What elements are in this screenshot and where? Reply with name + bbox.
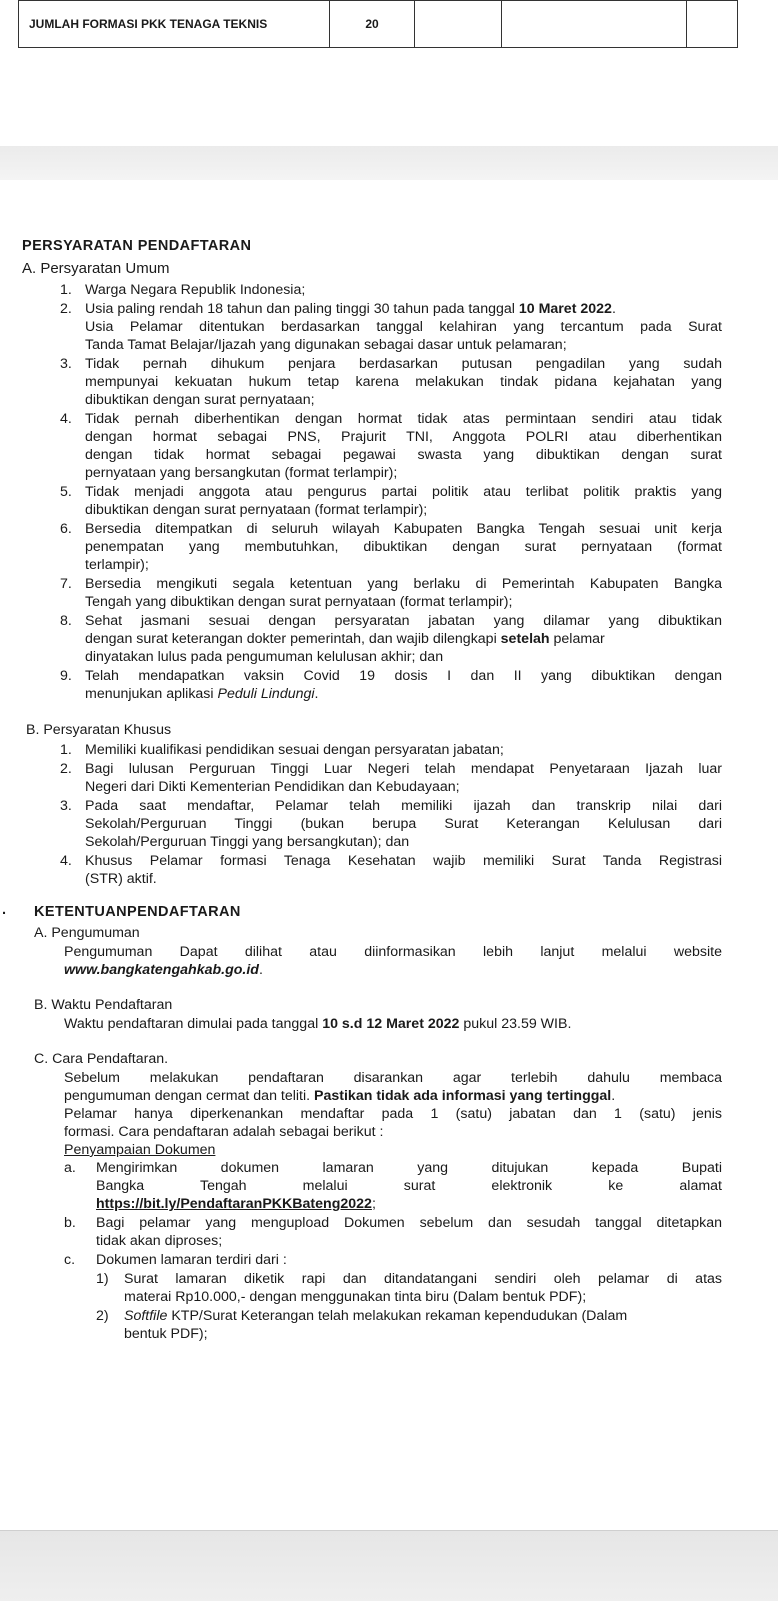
list-line: Sekolah/Perguruan Tinggi yang bersangkutan); dan <box>85 834 410 850</box>
page-bottom <box>0 1530 778 1601</box>
list-number: 7. <box>60 576 72 592</box>
sub-line: bentuk PDF); <box>124 1326 208 1342</box>
list-line: dibuktikan dengan surat pernyataan; <box>85 392 315 408</box>
list-item: Khusus Pelamar formasi Tenaga Kesehatan wajib memiliki Surat Tanda Registrasi <box>85 853 722 869</box>
list-number: 6. <box>60 521 72 537</box>
emphasis: Pastikan tidak ada informasi yang tertinggal <box>314 1088 612 1104</box>
list-line <box>96 1196 376 1214</box>
subsection-khusus: B. Persyaratan Khusus <box>26 722 172 738</box>
text-span: Waktu pendaftaran dimulai pada tanggal <box>64 1016 323 1032</box>
list-number: 2. <box>60 301 72 317</box>
section-title-ketentuan: KETENTUANPENDAFTARAN <box>34 904 241 920</box>
sub-number: 1) <box>96 1271 109 1287</box>
list-number: 5. <box>60 484 72 500</box>
text-span: KTP/Surat Keterangan telah melakukan rekaman kependudukan (Dalam <box>167 1308 628 1324</box>
waktu-text <box>64 1016 571 1034</box>
list-line: terlampir); <box>85 557 149 573</box>
list-item: Pada saat mendaftar, Pelamar telah memiliki ijazah dan transkrip nilai dari <box>85 798 722 814</box>
list-line: pernyataan yang bersangkutan (format terlampir); <box>85 465 398 481</box>
list-line: Sekolah/Perguruan Tinggi (bukan berupa Surat Keterangan Kelulusan dari <box>85 816 722 832</box>
list-number: 9. <box>60 668 72 684</box>
table-empty-cell <box>502 1 687 48</box>
list-number: 1. <box>60 742 72 758</box>
cara-line <box>64 1088 615 1106</box>
list-line: Tengah yang dibuktikan dengan surat pernyataan (format terlampir); <box>85 594 513 610</box>
list-number: 8. <box>60 613 72 629</box>
date-emphasis: 10 s.d 12 Maret 2022 <box>322 1016 460 1032</box>
table-label-cell: JUMLAH FORMASI PKK TENAGA TEKNIS <box>19 1 330 48</box>
list-number: 1. <box>60 282 72 298</box>
penyampaian-heading <box>64 1142 215 1160</box>
subsection-umum: A. Persyaratan Umum <box>22 260 170 277</box>
sub-number: 2) <box>96 1308 109 1324</box>
list-line: penempatan yang membutuhkan, dibuktikan dengan surat pernyataan (format <box>85 539 722 555</box>
list-item: Bersedia ditempatkan di seluruh wilayah Kabupaten Bangka Tengah sesuai unit kerja <box>85 521 722 537</box>
list-item: Bersedia mengikuti segala ketentuan yang berlaku di Pemerintah Kabupaten Bangka <box>85 576 722 592</box>
list-line: mempunyai kekuatan hukum tetap karena melakukan tindak pidana kejahatan yang <box>85 374 722 390</box>
list-item: Dokumen lamaran terdiri dari : <box>96 1252 287 1268</box>
cara-line: Pelamar hanya diperkenankan mendaftar pada 1 (satu) jabatan dan 1 (satu) jenis <box>64 1106 722 1122</box>
list-line: tidak akan diproses; <box>96 1233 223 1249</box>
list-line: Bangka Tengah melalui surat elektronik ke alamat <box>96 1178 722 1194</box>
table-empty-cell <box>415 1 502 48</box>
underlined-heading: Penyampaian Dokumen <box>64 1142 216 1158</box>
text-span: Usia paling rendah 18 tahun dan paling tinggi 30 tahun pada tanggal <box>85 301 519 317</box>
list-item: Tidak pernah diberhentikan dengan hormat tidak atas permintaan sendiri atau tidak <box>85 411 722 427</box>
italic-term: Softfile <box>124 1308 168 1324</box>
list-line: dibuktikan dengan surat pernyataan (format terlampir); <box>85 502 428 518</box>
sub-item: Surat lamaran diketik rapi dan ditandatangani sendiri oleh pelamar di atas <box>124 1271 722 1287</box>
subsection-pengumuman: A. Pengumuman <box>34 925 140 941</box>
list-line: (STR) aktif. <box>85 871 157 887</box>
list-line: dengan hormat sebagai PNS, Prajurit TNI, Anggota POLRI atau diberhentikan <box>85 429 722 445</box>
list-line: dengan tidak hormat sebagai pegawai swasta yang dibuktikan dengan surat <box>85 447 722 463</box>
list-number: 3. <box>60 798 72 814</box>
list-line: Usia Pelamar ditentukan berdasarkan tanggal kelahiran yang tercantum pada Surat <box>85 319 722 335</box>
list-item: Mengirimkan dokumen lamaran yang ditujukan kepada Bupati <box>96 1160 722 1176</box>
text-span: menunjukan aplikasi <box>85 686 218 702</box>
table-row <box>19 1 738 48</box>
list-item: Tidak menjadi anggota atau pengurus partai politik atau terlibat politik praktis yang <box>85 484 722 500</box>
list-letter: c. <box>64 1252 76 1268</box>
list-item <box>85 301 616 319</box>
section-title-persyaratan: PERSYARATAN PENDAFTARAN <box>22 238 252 254</box>
pengumuman-text: Pengumuman Dapat dilihat atau diinformasikan lebih lanjut melalui website <box>64 944 722 960</box>
cara-text: Sebelum melakukan pendaftaran disarankan agar terlebih dahulu membaca <box>64 1070 722 1086</box>
text-span: dengan surat keterangan dokter pemerintah, dan wajib dilengkapi <box>85 631 501 647</box>
list-item: Bagi pelamar yang mengupload Dokumen sebelum dan sesudah tanggal ditetapkan <box>96 1215 722 1231</box>
list-number: 4. <box>60 411 72 427</box>
list-item: Sehat jasmani sesuai dengan persyaratan jabatan yang dilamar yang dibuktikan <box>85 613 722 629</box>
emphasis: setelah <box>500 631 550 647</box>
website-link[interactable]: www.bangkatengahkab.go.id <box>64 962 259 978</box>
app-name: Peduli Lindungi <box>217 686 315 702</box>
text-span: pengumuman dengan cermat dan teliti. <box>64 1088 315 1104</box>
date-emphasis: 10 Maret 2022 <box>518 301 612 317</box>
text-span: pukul 23.59 WIB. <box>459 1016 572 1032</box>
list-item: Warga Negara Republik Indonesia; <box>85 282 306 298</box>
subsection-cara: C. Cara Pendaftaran. <box>34 1051 169 1067</box>
list-item: Tidak pernah dihukum penjara berdasarkan putusan pengadilan yang sudah <box>85 356 722 372</box>
list-line <box>85 686 318 704</box>
list-item: Memiliki kualifikasi pendidikan sesuai dengan persyaratan jabatan; <box>85 742 504 758</box>
list-letter: b. <box>64 1215 76 1231</box>
cara-line: formasi. Cara pendaftaran adalah sebagai berikut : <box>64 1124 384 1140</box>
sub-item <box>124 1308 627 1326</box>
registration-link[interactable]: https://bit.ly/PendaftaranPKKBateng2022 <box>96 1196 372 1212</box>
text-span: ; <box>371 1196 376 1212</box>
table-empty-cell <box>687 1 738 48</box>
text-span: . <box>611 301 616 317</box>
list-line: Negeri dari Dikti Kementerian Pendidikan dan Kebudayaan; <box>85 779 460 795</box>
formasi-table <box>18 0 738 48</box>
website-line <box>64 962 263 980</box>
subsection-waktu: B. Waktu Pendaftaran <box>34 997 173 1013</box>
list-line: Tanda Tamat Belajar/Ijazah yang digunakan sebagai dasar untuk pelamaran; <box>85 337 567 353</box>
list-line <box>85 631 605 649</box>
page-gap <box>0 146 778 180</box>
list-item: Telah mendapatkan vaksin Covid 19 dosis I dan II yang dibuktikan dengan <box>85 668 722 684</box>
text-span: . <box>611 1088 616 1104</box>
list-letter: a. <box>64 1160 76 1176</box>
bullet-dot: . <box>2 902 7 918</box>
list-line: dinyatakan lulus pada pengumuman kelulusan akhir; dan <box>85 649 444 665</box>
table-value-cell: 20 <box>330 1 415 48</box>
list-number: 4. <box>60 853 72 869</box>
text-span: . <box>258 962 263 978</box>
text-span: . <box>314 686 319 702</box>
list-number: 3. <box>60 356 72 372</box>
list-item: Bagi lulusan Perguruan Tinggi Luar Negeri telah mendapat Penyetaraan Ijazah luar <box>85 761 722 777</box>
sub-line: materai Rp10.000,- dengan menggunakan tinta biru (Dalam bentuk PDF); <box>124 1289 587 1305</box>
list-number: 2. <box>60 761 72 777</box>
text-span: pelamar <box>549 631 605 647</box>
